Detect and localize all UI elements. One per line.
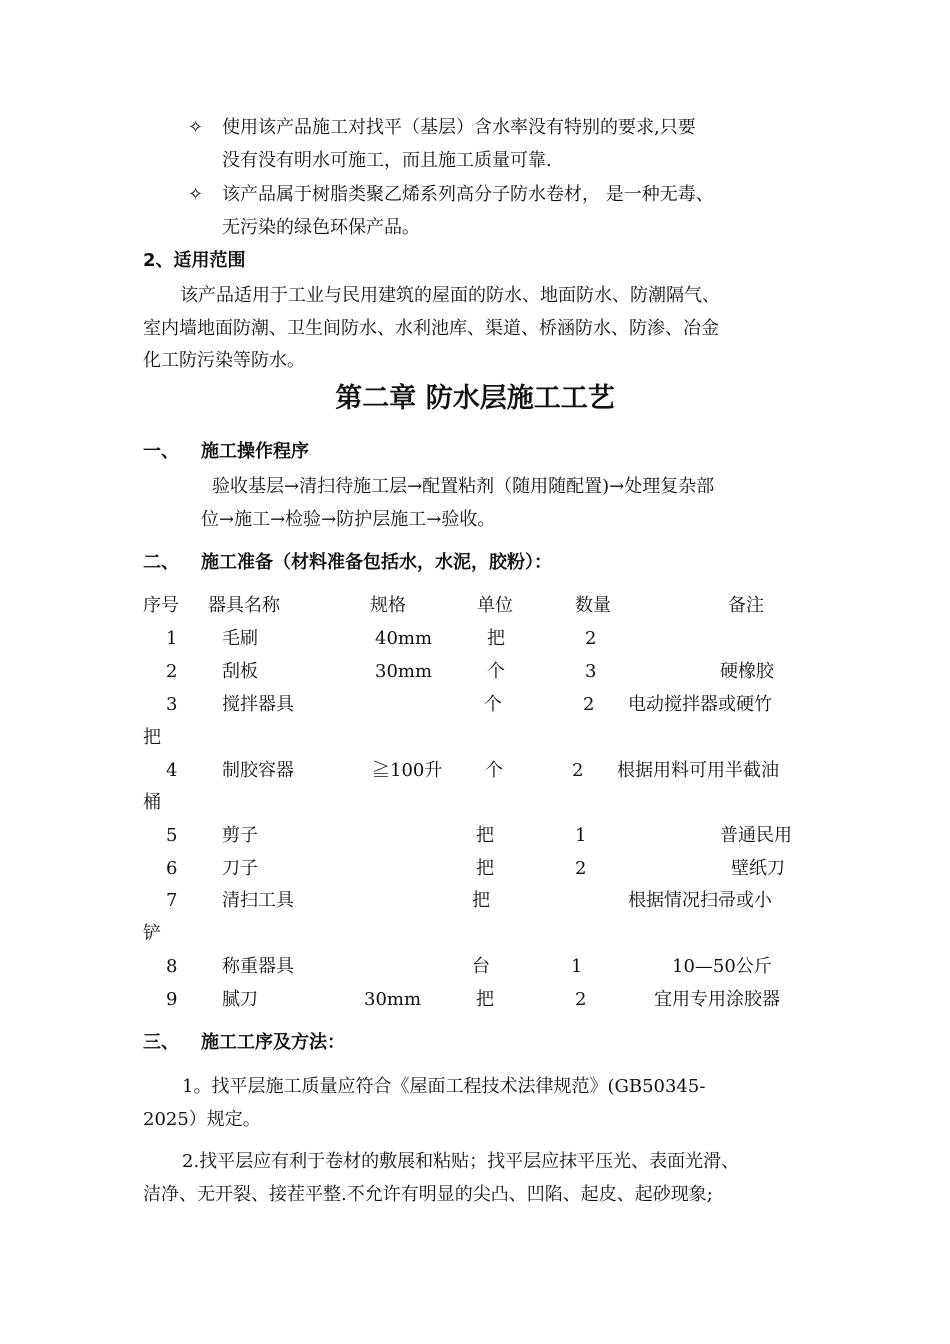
table-cell: 3 bbox=[585, 661, 597, 682]
table-cell: 个 bbox=[487, 661, 505, 682]
table-header: 备注 bbox=[728, 595, 764, 616]
table-cell: 10—50公斤 bbox=[672, 956, 772, 977]
table-cell: 把 bbox=[472, 890, 490, 911]
table-cell: 40mm bbox=[375, 628, 433, 649]
table-cell: 30mm bbox=[364, 989, 422, 1010]
table-cell: 把 bbox=[476, 825, 494, 846]
table-cell: 3 bbox=[166, 694, 178, 715]
table-cell: 5 bbox=[166, 825, 178, 846]
table-cell: 制胶容器 bbox=[222, 760, 294, 781]
table-cell: 1 bbox=[575, 825, 587, 846]
table-cell: 硬橡胶 bbox=[720, 661, 774, 682]
section-title: 施工工序及方法： bbox=[201, 1032, 345, 1053]
table-cell: 普通民用 bbox=[720, 825, 792, 846]
table-cell: 桶 bbox=[143, 792, 161, 813]
table-cell: 9 bbox=[166, 989, 178, 1010]
paragraph-line: 洁净、无开裂、接茬平整.不允许有明显的尖凸、凹陷、起皮、起砂现象; bbox=[143, 1184, 713, 1205]
bullet-text: 无污染的绿色环保产品。 bbox=[222, 217, 420, 238]
table-cell: 把 bbox=[476, 989, 494, 1010]
scope-line: 化工防污染等防水。 bbox=[143, 350, 305, 371]
bullet-text: 没有没有明水可施工，而且施工质量可靠. bbox=[222, 150, 552, 171]
table-cell: 刮板 bbox=[222, 661, 258, 682]
table-cell: 个 bbox=[484, 694, 502, 715]
table-cell: 搅拌器具 bbox=[222, 694, 294, 715]
table-cell: 壁纸刀 bbox=[731, 858, 785, 879]
table-cell: 清扫工具 bbox=[222, 890, 294, 911]
section-number: 二、 bbox=[143, 552, 179, 573]
table-cell: 30mm bbox=[375, 661, 433, 682]
table-cell: 称重器具 bbox=[222, 956, 294, 977]
bullet-icon: ✧ bbox=[188, 184, 204, 205]
table-cell: 把 bbox=[476, 858, 494, 879]
table-cell: 2 bbox=[166, 661, 178, 682]
table-header: 数量 bbox=[575, 595, 611, 616]
section-title: 施工操作程序 bbox=[201, 441, 309, 462]
table-cell: 腻刀 bbox=[222, 989, 258, 1010]
paragraph-line: 1。找平层施工质量应符合《屋面工程技术法律规范》(GB50345- bbox=[182, 1076, 706, 1097]
paragraph-line: 2.找平层应有利于卷材的敷展和粘贴；找平层应抹平压光、表面光滑、 bbox=[182, 1151, 740, 1172]
table-header: 器具名称 bbox=[208, 595, 280, 616]
table-cell: 根据用料可用半截油 bbox=[617, 760, 779, 781]
table-cell: 铲 bbox=[143, 923, 161, 944]
table-cell: 根据情况扫帚或小 bbox=[628, 890, 772, 911]
table-cell: 毛刷 bbox=[222, 628, 258, 649]
table-cell: ≧100升 bbox=[372, 760, 443, 781]
table-cell: 1 bbox=[166, 628, 178, 649]
table-header: 规格 bbox=[370, 595, 406, 616]
table-cell: 台 bbox=[472, 956, 490, 977]
scope-line: 室内墙地面防潮、卫生间防水、水利池库、渠道、桥涵防水、防渗、冶金 bbox=[143, 318, 719, 339]
paragraph-line: 2025）规定。 bbox=[143, 1109, 261, 1130]
section-number: 一、 bbox=[143, 441, 179, 462]
bullet-icon: ✧ bbox=[188, 117, 204, 138]
bullet-text: 该产品属于树脂类聚乙烯系列高分子防水卷材， 是一种无毒、 bbox=[222, 184, 714, 205]
table-cell: 2 bbox=[575, 858, 587, 879]
scope-heading: 2、适用范围 bbox=[143, 250, 246, 271]
scope-line: 该产品适用于工业与民用建筑的屋面的防水、地面防水、防潮隔气、 bbox=[180, 285, 720, 306]
table-cell: 1 bbox=[571, 956, 583, 977]
table-cell: 2 bbox=[583, 694, 595, 715]
bullet-text: 使用该产品施工对找平（基层）含水率没有特别的要求,只要 bbox=[222, 117, 696, 138]
section-line: 验收基层→清扫待施工层→配置粘剂（随用随配置)→处理复杂部 bbox=[212, 476, 715, 497]
table-cell: 8 bbox=[166, 956, 178, 977]
table-cell: 电动搅拌器或硬竹 bbox=[628, 694, 772, 715]
table-cell: 剪子 bbox=[222, 825, 258, 846]
table-cell: 2 bbox=[585, 628, 597, 649]
table-cell: 把 bbox=[487, 628, 505, 649]
table-cell: 宜用专用涂胶器 bbox=[654, 989, 780, 1010]
table-cell: 个 bbox=[485, 760, 503, 781]
table-cell: 把 bbox=[143, 727, 161, 748]
table-cell: 6 bbox=[166, 858, 178, 879]
table-cell: 4 bbox=[166, 760, 178, 781]
table-cell: 2 bbox=[575, 989, 587, 1010]
chapter-title: 第二章 防水层施工工艺 bbox=[335, 383, 615, 414]
section-title: 施工准备（材料准备包括水，水泥，胶粉）： bbox=[201, 552, 552, 573]
section-number: 三、 bbox=[143, 1032, 179, 1053]
table-cell: 2 bbox=[572, 760, 584, 781]
table-header: 序号 bbox=[143, 595, 179, 616]
table-cell: 刀子 bbox=[222, 858, 258, 879]
table-cell: 7 bbox=[166, 890, 178, 911]
table-header: 单位 bbox=[477, 595, 513, 616]
section-line: 位→施工→检验→防护层施工→验收。 bbox=[201, 509, 496, 530]
